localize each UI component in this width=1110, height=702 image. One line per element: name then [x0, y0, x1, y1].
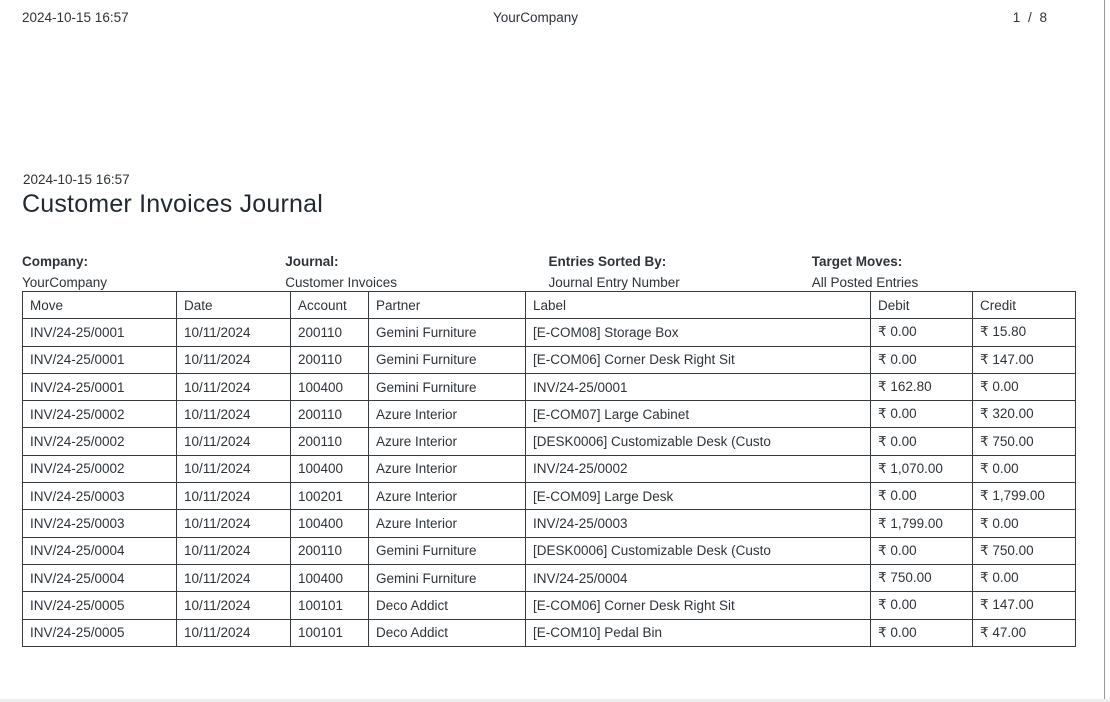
- table-row: [23, 428, 1076, 455]
- cell-partner: Deco Addict: [369, 592, 526, 619]
- cell-credit: ₹ 750.00: [973, 537, 1076, 564]
- cell-account: 100400: [291, 373, 369, 400]
- table-row: [23, 373, 1076, 400]
- meta-company-label: Company:: [22, 254, 89, 269]
- report-title: Customer Invoices Journal: [22, 190, 323, 218]
- cell-account: 100101: [291, 619, 369, 646]
- cell-debit: ₹ 0.00: [871, 428, 973, 455]
- col-header-credit: Credit: [973, 292, 1076, 319]
- cell-partner: Gemini Furniture: [369, 564, 526, 591]
- page-header: [22, 9, 1075, 26]
- meta-journal: [285, 251, 548, 293]
- header-page-indicator: 1 / 8: [1012, 10, 1049, 25]
- cell-label: [E-COM10] Pedal Bin: [526, 619, 871, 646]
- cell-date: 10/11/2024: [177, 510, 291, 537]
- meta-sorted-by: [549, 251, 812, 293]
- cell-date: 10/11/2024: [177, 483, 291, 510]
- cell-debit: ₹ 0.00: [871, 401, 973, 428]
- cell-label: INV/24-25/0004: [526, 564, 871, 591]
- col-header-move: Move: [23, 292, 177, 319]
- cell-credit: ₹ 0.00: [973, 564, 1076, 591]
- table-row: [23, 455, 1076, 482]
- header-datetime: 2024-10-15 16:57: [22, 10, 129, 25]
- cell-account: 200110: [291, 401, 369, 428]
- meta-sorted-by-value: Journal Entry Number: [548, 275, 680, 290]
- cell-date: 10/11/2024: [177, 346, 291, 373]
- cell-credit: ₹ 147.00: [973, 346, 1076, 373]
- cell-account: 100101: [291, 592, 369, 619]
- cell-debit: ₹ 1,070.00: [871, 455, 973, 482]
- journal-items-table: [22, 291, 1076, 647]
- cell-label: [E-COM06] Corner Desk Right Sit: [526, 592, 871, 619]
- table-row: [23, 564, 1076, 591]
- col-header-debit: Debit: [871, 292, 973, 319]
- cell-move: INV/24-25/0001: [23, 319, 177, 346]
- cell-credit: ₹ 15.80: [973, 319, 1076, 346]
- cell-date: 10/11/2024: [177, 564, 291, 591]
- table-row: [23, 483, 1076, 510]
- cell-partner: Gemini Furniture: [369, 537, 526, 564]
- col-header-label: Label: [526, 292, 871, 319]
- report-datetime: 2024-10-15 16:57: [23, 172, 130, 187]
- cell-partner: Azure Interior: [369, 428, 526, 455]
- cell-label: [E-COM06] Corner Desk Right Sit: [526, 346, 871, 373]
- cell-account: 200110: [291, 319, 369, 346]
- cell-date: 10/11/2024: [177, 428, 291, 455]
- meta-journal-value: Customer Invoices: [285, 275, 398, 290]
- cell-account: 200110: [291, 346, 369, 373]
- table-row: [23, 319, 1076, 346]
- cell-credit: ₹ 47.00: [973, 619, 1076, 646]
- cell-partner: Azure Interior: [369, 401, 526, 428]
- cell-label: INV/24-25/0001: [526, 373, 871, 400]
- table-row: [23, 346, 1076, 373]
- cell-date: 10/11/2024: [177, 537, 291, 564]
- col-header-partner: Partner: [369, 292, 526, 319]
- cell-label: [E-COM07] Large Cabinet: [526, 401, 871, 428]
- cell-debit: ₹ 0.00: [871, 592, 973, 619]
- cell-debit: ₹ 0.00: [871, 319, 973, 346]
- cell-partner: Deco Addict: [369, 619, 526, 646]
- cell-label: [DESK0006] Customizable Desk (Custo: [526, 537, 871, 564]
- cell-move: INV/24-25/0003: [23, 483, 177, 510]
- cell-credit: ₹ 0.00: [973, 455, 1076, 482]
- meta-sorted-by-label: Entries Sorted By:: [548, 254, 667, 269]
- cell-move: INV/24-25/0002: [23, 455, 177, 482]
- cell-debit: ₹ 750.00: [871, 564, 973, 591]
- report-meta: [22, 251, 1075, 293]
- cell-label: INV/24-25/0003: [526, 510, 871, 537]
- cell-move: INV/24-25/0005: [23, 619, 177, 646]
- cell-debit: ₹ 0.00: [871, 346, 973, 373]
- cell-credit: ₹ 1,799.00: [973, 483, 1076, 510]
- cell-partner: Azure Interior: [369, 483, 526, 510]
- cell-credit: ₹ 147.00: [973, 592, 1076, 619]
- cell-date: 10/11/2024: [177, 592, 291, 619]
- meta-company: [22, 251, 285, 293]
- table-row: [23, 619, 1076, 646]
- col-header-date: Date: [177, 292, 291, 319]
- table-body: [23, 319, 1076, 647]
- cell-move: INV/24-25/0002: [23, 428, 177, 455]
- col-header-account: Account: [291, 292, 369, 319]
- cell-move: INV/24-25/0004: [23, 537, 177, 564]
- table-row: [23, 537, 1076, 564]
- cell-move: INV/24-25/0005: [23, 592, 177, 619]
- table-row: [23, 592, 1076, 619]
- table-row: [23, 510, 1076, 537]
- cell-partner: Azure Interior: [369, 510, 526, 537]
- cell-credit: ₹ 320.00: [973, 401, 1076, 428]
- cell-move: INV/24-25/0003: [23, 510, 177, 537]
- table-header-row: [23, 292, 1076, 319]
- table-row: [23, 401, 1076, 428]
- meta-company-value: YourCompany: [22, 275, 108, 290]
- cell-date: 10/11/2024: [177, 373, 291, 400]
- cell-credit: ₹ 750.00: [973, 428, 1076, 455]
- cell-account: 100400: [291, 510, 369, 537]
- cell-date: 10/11/2024: [177, 401, 291, 428]
- cell-account: 100201: [291, 483, 369, 510]
- page-right-edge: [1104, 0, 1105, 702]
- cell-partner: Gemini Furniture: [369, 346, 526, 373]
- cell-move: INV/24-25/0001: [23, 373, 177, 400]
- cell-partner: Gemini Furniture: [369, 373, 526, 400]
- cell-credit: ₹ 0.00: [973, 510, 1076, 537]
- cell-debit: ₹ 0.00: [871, 537, 973, 564]
- cell-label: [E-COM08] Storage Box: [526, 319, 871, 346]
- cell-account: 200110: [291, 428, 369, 455]
- cell-account: 100400: [291, 455, 369, 482]
- cell-partner: Azure Interior: [369, 455, 526, 482]
- cell-label: [DESK0006] Customizable Desk (Custo: [526, 428, 871, 455]
- cell-account: 100400: [291, 564, 369, 591]
- cell-account: 200110: [291, 537, 369, 564]
- cell-debit: ₹ 0.00: [871, 619, 973, 646]
- cell-label: [E-COM09] Large Desk: [526, 483, 871, 510]
- meta-journal-label: Journal:: [285, 254, 339, 269]
- cell-date: 10/11/2024: [177, 319, 291, 346]
- header-company: YourCompany: [492, 10, 579, 25]
- cell-date: 10/11/2024: [177, 619, 291, 646]
- meta-target-moves-label: Target Moves:: [811, 254, 903, 269]
- cell-debit: ₹ 162.80: [871, 373, 973, 400]
- cell-partner: Gemini Furniture: [369, 319, 526, 346]
- cell-debit: ₹ 1,799.00: [871, 510, 973, 537]
- cell-debit: ₹ 0.00: [871, 483, 973, 510]
- cell-label: INV/24-25/0002: [526, 455, 871, 482]
- meta-target-moves-value: All Posted Entries: [811, 275, 919, 290]
- cell-move: INV/24-25/0004: [23, 564, 177, 591]
- cell-move: INV/24-25/0002: [23, 401, 177, 428]
- meta-target-moves: [812, 251, 1075, 293]
- cell-credit: ₹ 0.00: [973, 373, 1076, 400]
- cell-move: INV/24-25/0001: [23, 346, 177, 373]
- cell-date: 10/11/2024: [177, 455, 291, 482]
